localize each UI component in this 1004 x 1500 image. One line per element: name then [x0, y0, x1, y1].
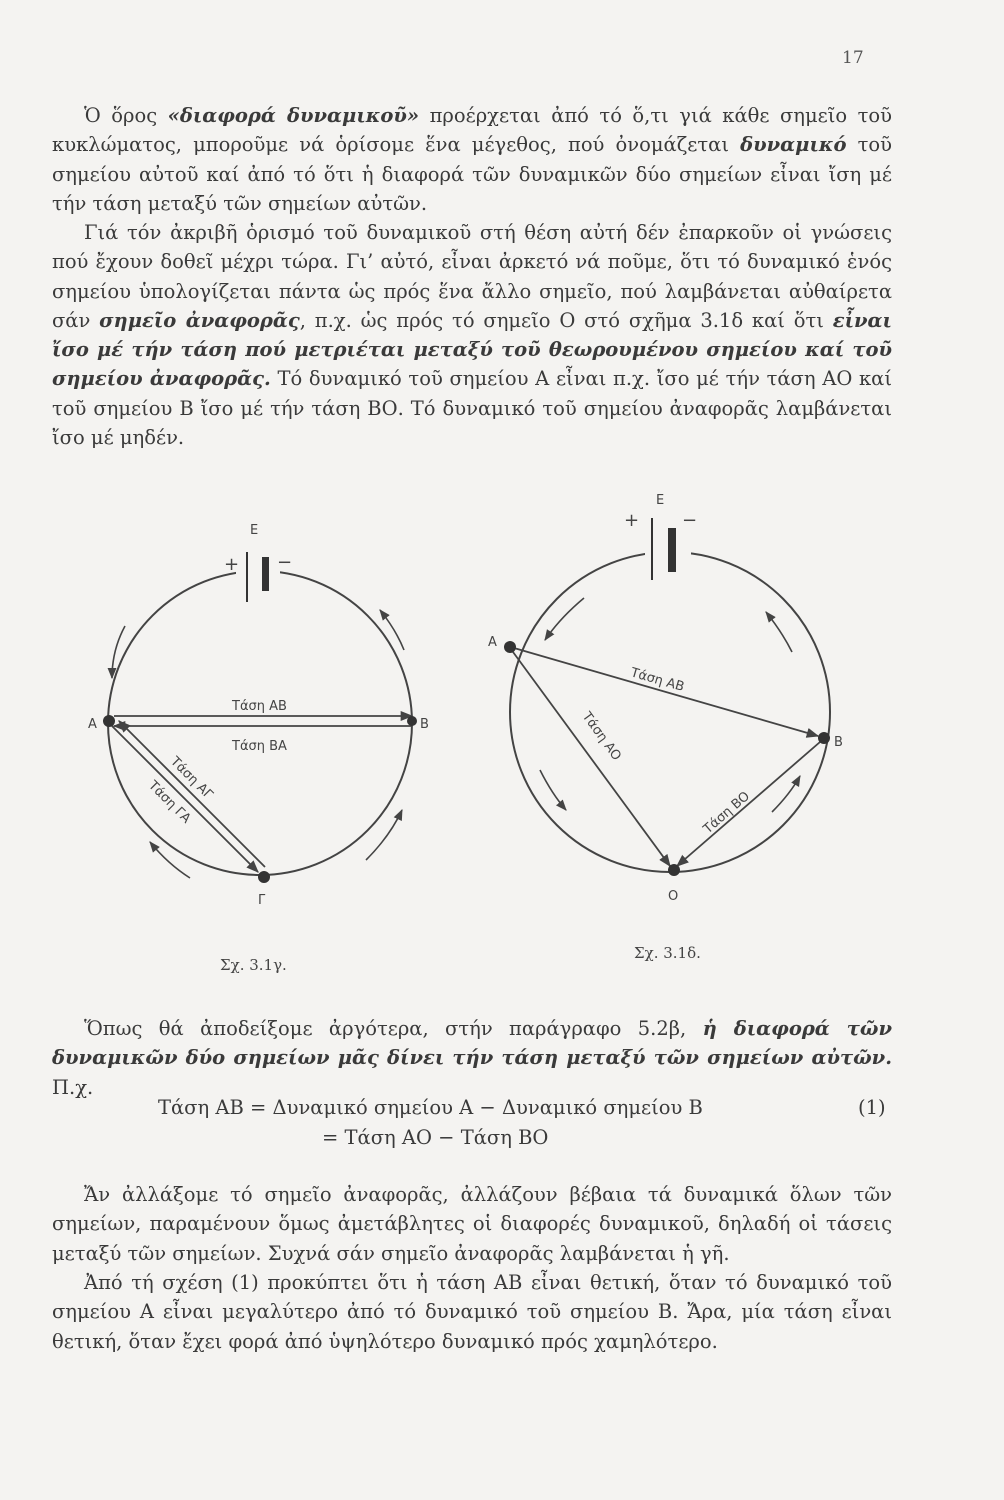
figures: [0, 480, 1004, 980]
figure-left: [88, 523, 429, 974]
point-o-label-right: O: [668, 889, 679, 904]
current-arrow-left-3: [150, 842, 190, 878]
current-arrow-right-3: [540, 770, 566, 810]
battery-gap-left: [236, 564, 280, 582]
arrow-ab-right: [514, 648, 818, 736]
plus-sign-right: +: [624, 510, 640, 531]
emphasis-run: δυναμικό: [740, 133, 847, 157]
equation-line-2: = Τάση ΑΟ − Τάση ΒΟ: [322, 1126, 549, 1149]
text-run: προέρχεται ἀπό τό ὅ,τι γιά κάθε σημεῖο τοῦ κυκλώματος, μποροῦμε νά ὁρίσομε ἕνα μέγεθος, πού ὀνομάζεται: [52, 104, 892, 157]
battery-negative-plate-left: [262, 557, 269, 591]
current-arrow-right-2: [766, 612, 792, 652]
plus-sign-left: +: [224, 554, 240, 575]
caption-right: Σχ. 3.1δ.: [634, 944, 701, 962]
paragraph-changing-reference: [52, 1180, 892, 1268]
point-g-left: [258, 871, 270, 883]
emphasis-run: ἡ διαφορά τῶν δυναμικῶν δύο σημείων μᾶς δίνει τήν τάση μεταξύ τῶν σημείων αὐτῶν.: [52, 1017, 892, 1070]
point-b-right: [818, 732, 830, 744]
paragraph-potential-difference: [52, 101, 892, 218]
battery-negative-plate-right: [668, 528, 676, 572]
text-run: Τό δυναμικό τοῦ σημείου Α εἶναι π.χ. ἴσο μέ τήν τάση ΑΟ καί τοῦ σημείου Β ἴσο μέ τήν τάση ΒΟ. Τό δυναμικό τοῦ σημείου ἀναφορᾶς λαμβάνεται ἴσο μέ μηδέν.: [52, 367, 892, 450]
label-ag-left: Τάση AΓ: [167, 754, 216, 803]
text-run: , π.χ. ὡς πρός τό σημεῖο Ο στό σχῆμα 3.1δ καί ὅτι: [299, 308, 833, 332]
current-arrow-right-4: [772, 776, 800, 812]
caption-left: Σχ. 3.1γ.: [220, 956, 287, 974]
text-run: Π.χ.: [52, 1075, 94, 1099]
emphasis-run: «διαφορά δυναμικοῦ»: [167, 104, 420, 127]
point-g-label-left: Γ: [258, 893, 266, 908]
minus-sign-left: −: [277, 552, 293, 573]
point-a-label-left: A: [88, 717, 97, 732]
label-ba-left: Τάση BA: [232, 739, 287, 754]
point-b-label-left: B: [420, 717, 429, 732]
point-a-label-right: A: [488, 635, 497, 650]
text-run: Γιά τόν ἀκριβῆ ὁρισμό τοῦ δυναμικοῦ στή θέση αὐτή δέν ἐπαρκοῦν οἱ γνώσεις πού ἔχουν δοθεῖ μέχρι τώρα. Γι’ αὐτό, εἶναι ἀρκετό νά ποῦμε, ὅτι τό δυναμικό ἑνός σημείου ὑπολογίζεται πάντα ὡς πρός ἕνα ἄλλο σημεῖο, πού λαμβάνεται αὐθαίρετα σάν: [52, 221, 892, 332]
current-arrow-left-4: [366, 810, 402, 860]
equation-number: (1): [858, 1096, 886, 1119]
emphasis-run: εἶναι ἴσο μέ τήν τάση πού μετριέται μεταξύ τοῦ θεωρουμένου σημείου καί τοῦ σημείου ἀναφορᾶς.: [52, 308, 892, 391]
point-a-right: [504, 641, 516, 653]
text-run: Ὁ ὅρος: [84, 104, 168, 127]
paragraph-reference-point: [52, 218, 892, 452]
point-b-label-right: B: [834, 735, 843, 750]
point-b-left: [407, 716, 417, 726]
label-bo-right: Τάση BO: [700, 788, 753, 838]
paragraph-difference-of-potentials: [52, 1014, 892, 1102]
text-run: τοῦ σημείου αὐτοῦ καί ἀπό τό ὅτι ἡ διαφορά τῶν δυναμικῶν δύο σημείων εἶναι ἴση μέ τήν τάση μεταξύ τῶν σημείων αὐτῶν.: [52, 133, 892, 215]
text-run: Ἀπό τή σχέση (1) προκύπτει ὅτι ἡ τάση ΑΒ εἶναι θετική, ὅταν τό δυναμικό τοῦ σημείου Α εἶναι μεγαλύτερο ἀπό τό δυναμικό τοῦ σημείου Β. Ἄρα, μία τάση εἶναι θετική, ὅταν ἔχει φορά ἀπό ὑψηλότερο δυναμικό πρός χαμηλότερο.: [52, 1271, 892, 1353]
equation-line-1: Τάση ΑΒ = Δυναμικό σημείου Α − Δυναμικό σημείου Β: [158, 1096, 703, 1119]
emphasis-run: σημεῖο ἀναφορᾶς: [99, 308, 300, 332]
text-run: Ἄν ἀλλάξομε τό σημεῖο ἀναφορᾶς, ἀλλάζουν βέβαια τά δυναμικά ὅλων τῶν σημείων, παραμένουν ὅμως ἀμετάβλητες οἱ διαφορές δυναμικοῦ, δηλαδή οἱ τάσεις μεταξύ τῶν σημείων. Συχνά σάν σημεῖο ἀναφορᾶς λαμβάνεται ἡ γῆ.: [52, 1183, 892, 1265]
label-ga-left: Τάση ΓA: [145, 778, 194, 827]
page-number: 17: [842, 48, 864, 68]
point-a-left: [103, 715, 115, 727]
label-ab-left: Τάση AB: [232, 699, 287, 714]
circuit-circle-left: [108, 571, 412, 875]
point-o-right: [668, 864, 680, 876]
battery-label-right: E: [656, 493, 665, 508]
paragraph-positive-voltage: [52, 1268, 892, 1356]
label-ao-right: Τάση AO: [578, 709, 624, 764]
figure-right: [488, 493, 843, 962]
text-run: Ὅπως θά ἀποδείξομε ἀργότερα, στήν παράγραφο 5.2β,: [84, 1017, 703, 1040]
current-arrow-left-2: [380, 610, 404, 650]
minus-sign-right: −: [682, 510, 698, 531]
battery-label-left: E: [250, 523, 259, 538]
label-ab-right: Τάση AB: [628, 665, 686, 695]
